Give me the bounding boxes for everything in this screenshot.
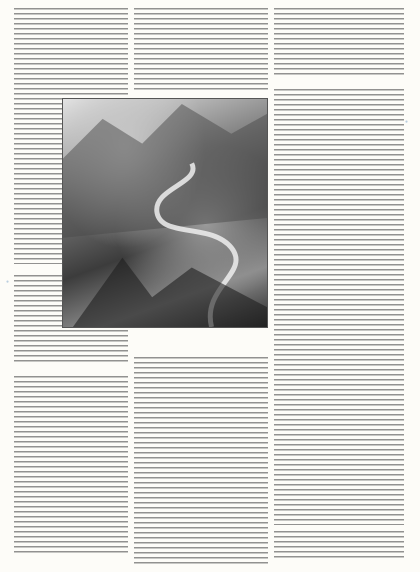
article-text xyxy=(134,8,268,92)
column-right xyxy=(274,8,404,564)
article-text xyxy=(274,8,404,78)
column-middle xyxy=(134,8,268,92)
edge-mark: ● xyxy=(405,120,409,125)
article-text xyxy=(134,357,268,565)
edge-mark: ● xyxy=(6,280,10,285)
section-heading xyxy=(134,349,268,355)
mountain-road-photo xyxy=(62,98,268,328)
column-middle-lower xyxy=(134,346,268,565)
article-text xyxy=(274,89,404,525)
photo-caption xyxy=(62,330,268,342)
section-heading xyxy=(14,368,128,374)
section-heading xyxy=(274,81,404,87)
article-text xyxy=(14,376,128,556)
article-text xyxy=(274,531,404,561)
